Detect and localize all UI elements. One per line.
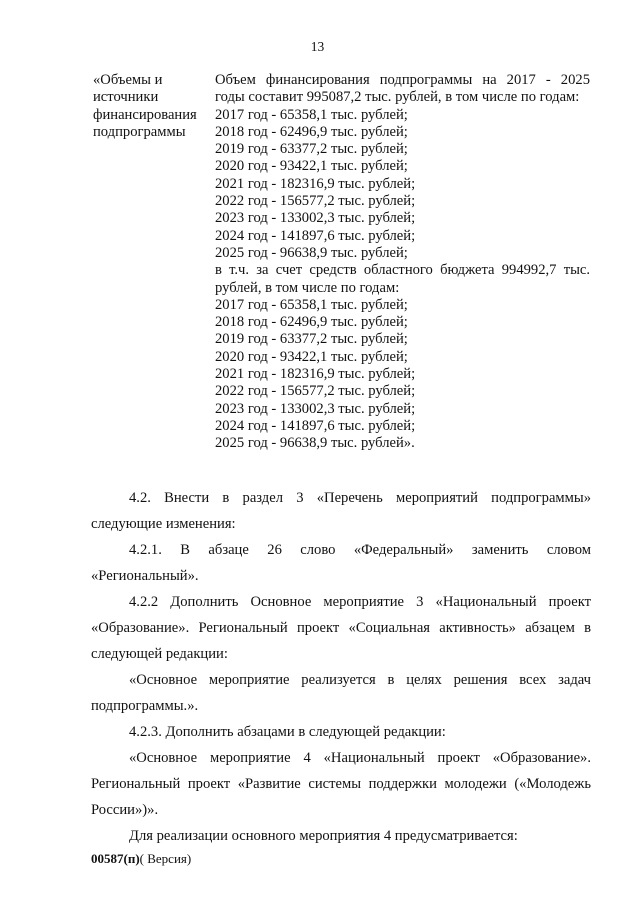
year-total-line: 2021 год - 182316,9 тыс. рублей; [215, 175, 416, 192]
intro-line: Объем финансирования подпрограммы на 2017 - 2025 [215, 72, 590, 88]
intro-line: годы составит 995087,2 тыс. рублей, в том числе по годам: [215, 89, 580, 106]
year-regional-line: 2020 год - 93422,1 тыс. рублей; [215, 348, 408, 365]
year-regional-line: 2023 год - 133002,3 тыс. рублей; [215, 400, 416, 417]
passport-value [215, 72, 590, 453]
year-regional-line: 2019 год - 63377,2 тыс. рублей; [215, 331, 408, 348]
label-line: финансирования [93, 106, 197, 123]
year-total-line: 2024 год - 141897,6 тыс. рублей; [215, 227, 416, 244]
paragraph-line: 4.2.1. В абзаце 26 слово «Федеральный» заменить словом [129, 542, 591, 558]
year-total-line: 2023 год - 133002,3 тыс. рублей; [215, 210, 416, 227]
paragraph-quote-main-event [91, 667, 591, 719]
label-line: источники [93, 89, 159, 106]
year-total-line: 2017 год - 65358,1 тыс. рублей; [215, 106, 408, 123]
year-regional-line: 2024 год - 141897,6 тыс. рублей; [215, 417, 416, 434]
amendments-text [91, 485, 591, 849]
regional-budget-line: в т.ч. за счет средств областного бюджета 994992,7 тыс. [215, 262, 590, 279]
paragraph-4-2-1 [91, 537, 591, 589]
label-line: подпрограммы [93, 123, 186, 140]
label-line: «Объемы и [93, 72, 163, 88]
paragraph-line: Региональный проект «Развитие системы поддержки молодежи («Молодежь [91, 776, 591, 792]
paragraph-line: 4.2. Внести в раздел 3 «Перечень мероприятий подпрограммы» [129, 490, 591, 506]
year-regional-line: 2025 год - 96638,9 тыс. рублей». [215, 435, 415, 452]
paragraph-line: Для реализации основного мероприятия 4 предусматривается: [129, 828, 518, 844]
year-regional-line: 2017 год - 65358,1 тыс. рублей; [215, 296, 408, 313]
paragraph-line: «Основное мероприятие реализуется в целях решения всех задач [129, 672, 591, 688]
year-total-line: 2018 год - 62496,9 тыс. рублей; [215, 123, 408, 140]
paragraph-implementation [91, 823, 591, 849]
paragraph-line: подпрограммы.». [91, 698, 199, 714]
paragraph-line: «Основное мероприятие 4 «Национальный проект «Образование». [129, 750, 591, 766]
paragraph-line: «Образование». Региональный проект «Социальная активность» абзацем в [91, 620, 591, 636]
passport-label [93, 72, 213, 141]
year-regional-line: 2018 год - 62496,9 тыс. рублей; [215, 314, 408, 331]
year-total-line: 2022 год - 156577,2 тыс. рублей; [215, 193, 416, 210]
paragraph-line: 4.2.3. Дополнить абзацами в следующей редакции: [129, 724, 446, 740]
paragraph-line: следующей редакции: [91, 646, 228, 662]
paragraph-4-2-2 [91, 589, 591, 667]
paragraph-line: следующие изменения: [91, 516, 236, 532]
paragraph-line: России»)». [91, 802, 159, 818]
paragraph-quote-main-event-4 [91, 745, 591, 823]
paragraph-4-2 [91, 485, 591, 537]
year-total-line: 2020 год - 93422,1 тыс. рублей; [215, 158, 408, 175]
paragraph-4-2-3 [91, 719, 591, 745]
page-number: 13 [310, 39, 325, 54]
year-total-line: 2019 год - 63377,2 тыс. рублей; [215, 141, 408, 158]
paragraph-line: «Региональный». [91, 568, 199, 584]
year-regional-line: 2022 год - 156577,2 тыс. рублей; [215, 383, 416, 400]
year-regional-line: 2021 год - 182316,9 тыс. рублей; [215, 366, 416, 383]
document-code: 00587(п) [91, 851, 140, 866]
document-version: ( Версия) [139, 851, 192, 866]
paragraph-line: 4.2.2 Дополнить Основное мероприятие 3 «Национальный проект [129, 594, 591, 610]
regional-budget-line: рублей, в том числе по годам: [215, 279, 400, 296]
year-total-line: 2025 год - 96638,9 тыс. рублей; [215, 244, 408, 261]
document-footer [91, 850, 191, 867]
